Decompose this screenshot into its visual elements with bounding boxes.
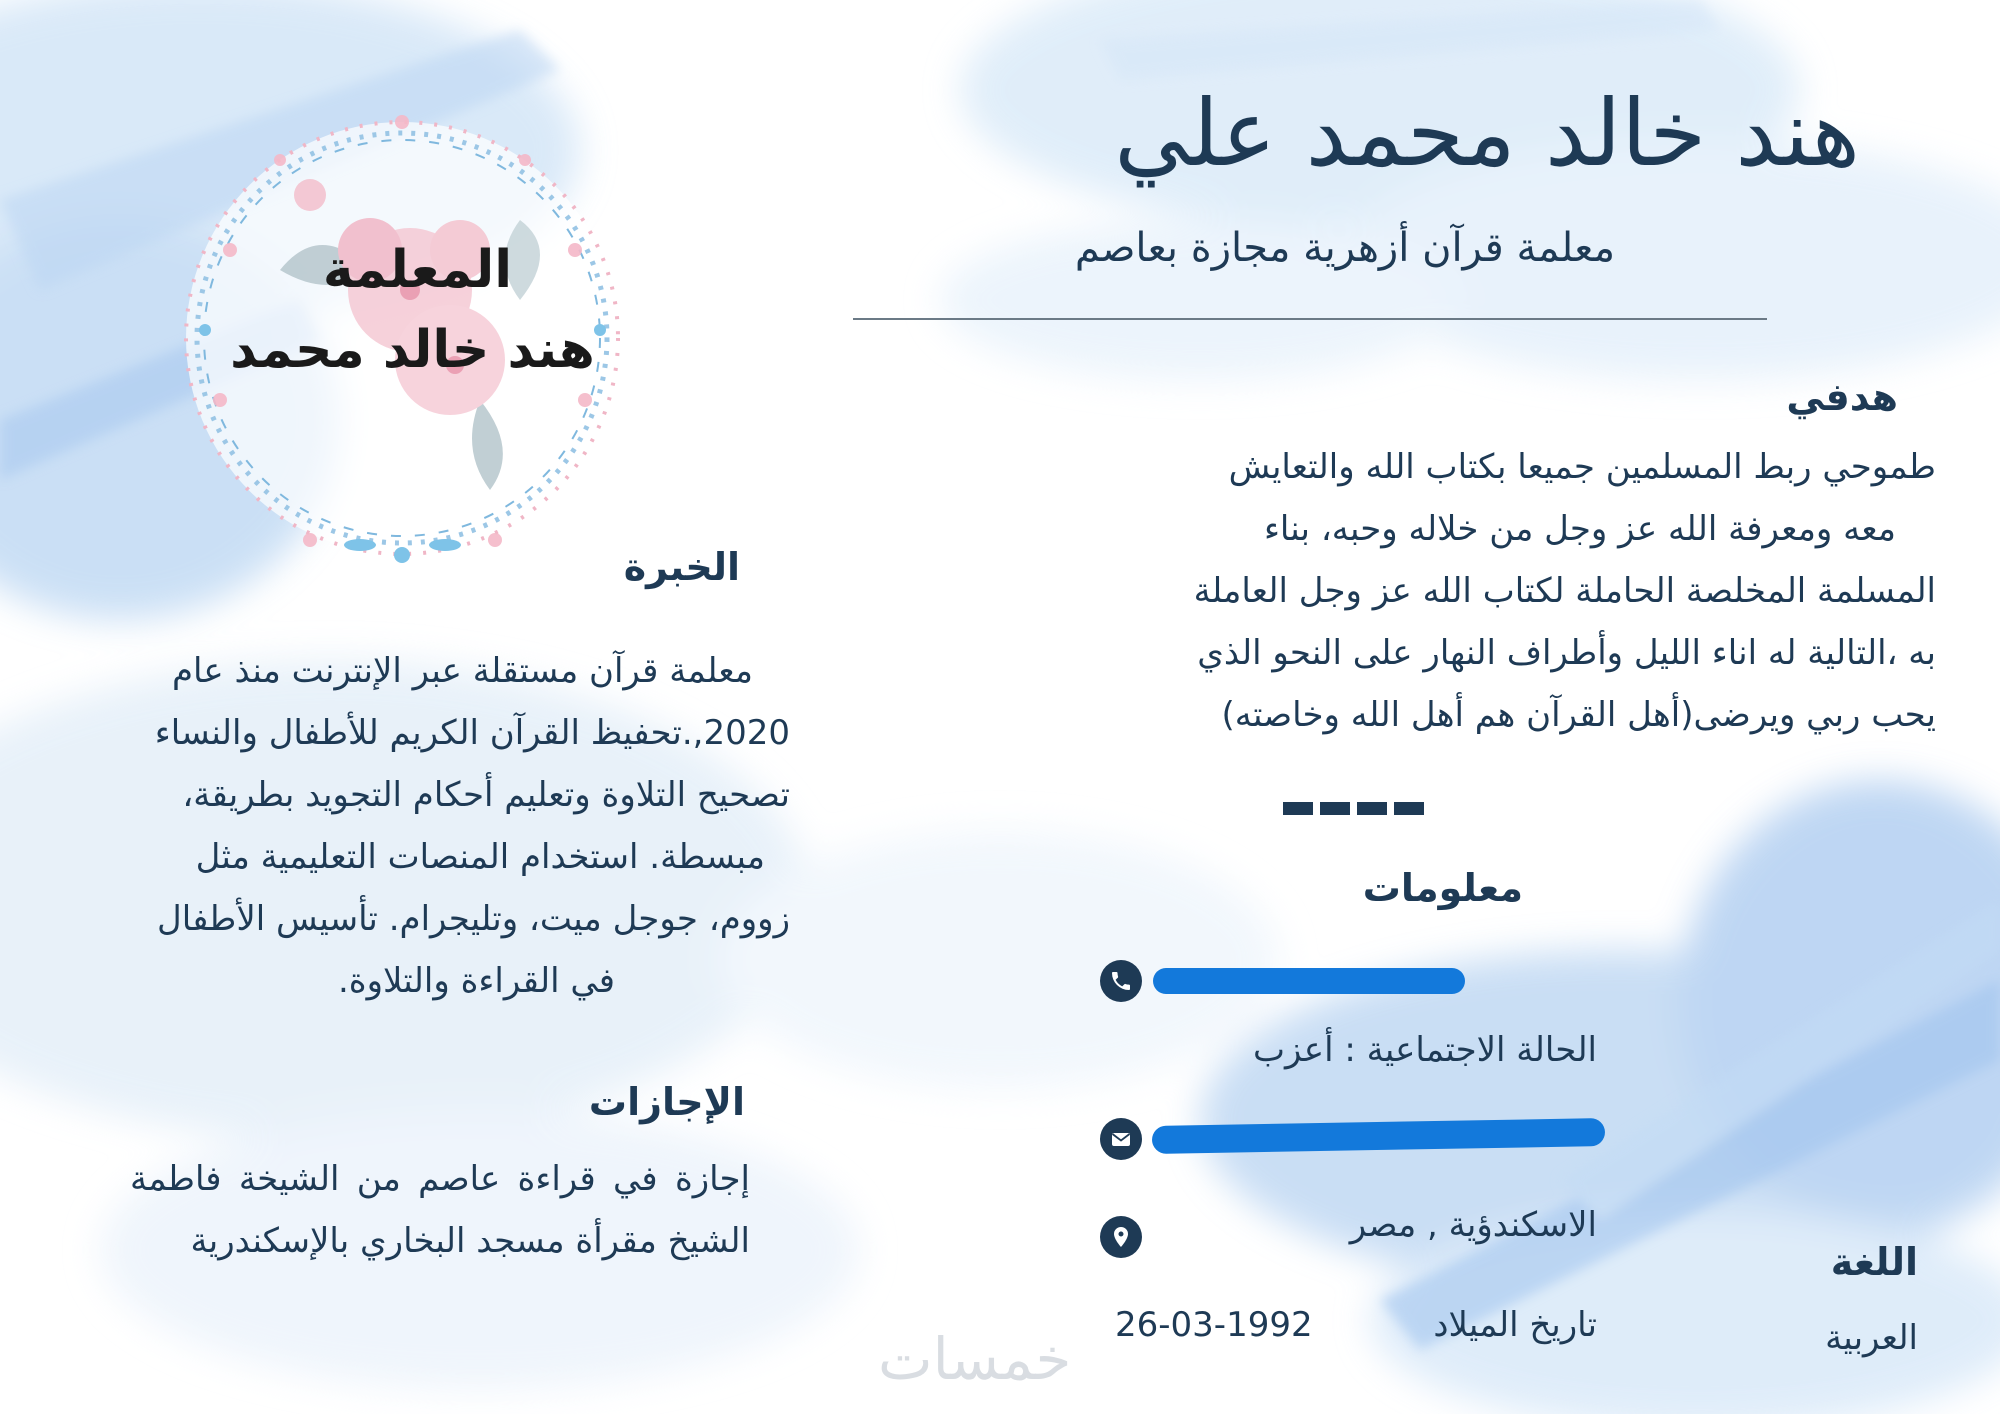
birth-date-label: تاريخ الميلاد — [1433, 1305, 1597, 1345]
section-separator-dash — [1320, 802, 1350, 815]
objective-line: به ،التالية له اناء الليل وأطراف النهار على النحو الذي — [1197, 633, 1936, 673]
objective-heading: هدفي — [1786, 375, 1898, 419]
licenses-heading: الإجازات — [588, 1080, 745, 1124]
section-separator-dash — [1283, 802, 1313, 815]
experience-line: زووم، جوجل ميت، وتليجرام. تأسيس الأطفال — [157, 899, 790, 939]
experience-line: معلمة قرآن مستقلة عبر الإنترنت منذ عام — [171, 651, 753, 691]
objective-line: معه ومعرفة الله عز وجل من خلاله وحبه، بناء — [1263, 509, 1896, 549]
objective-line: المسلمة المخلصة الحاملة لكتاب الله عز وجل العاملة — [1193, 571, 1936, 611]
full-name-title: هند خالد محمد علي — [1114, 80, 1860, 187]
info-heading: معلومات — [1362, 866, 1523, 910]
job-subtitle: معلمة قرآن أزهرية مجازة بعاصم — [1074, 225, 1615, 271]
redacted-phone — [1153, 968, 1465, 994]
emblem-name: هند خالد محمد — [230, 320, 595, 380]
section-separator-dash — [1357, 802, 1387, 815]
marital-status: الحالة الاجتماعية : أعزب — [1253, 1030, 1597, 1070]
objective-line: طموحي ربط المسلمين جميعا بكتاب الله والتعايش — [1228, 447, 1936, 487]
header-divider — [853, 318, 1767, 320]
experience-heading: الخبرة — [623, 545, 740, 589]
language-heading: اللغة — [1830, 1240, 1918, 1284]
experience-line: تصحيح التلاوة وتعليم أحكام التجويد بطريقة، — [182, 775, 790, 815]
objective-text — [1056, 436, 1936, 746]
experience-text — [40, 640, 790, 1012]
emblem-title: المعلمة — [322, 240, 513, 300]
phone-icon — [1100, 960, 1142, 1002]
location-pin-icon — [1100, 1216, 1142, 1258]
location-text: الاسكندؤية , مصر — [1349, 1205, 1597, 1245]
experience-line: 2020,.تحفيظ القرآن الكريم للأطفال والنساء — [154, 713, 790, 753]
section-separator-dash — [1394, 802, 1424, 815]
experience-line: مبسطة. استخدام المنصات التعليمية مثل — [195, 837, 765, 877]
language-value: العربية — [1825, 1318, 1918, 1358]
birth-date-value: 26-03-1992 — [1115, 1305, 1313, 1345]
envelope-icon — [1100, 1118, 1142, 1160]
floral-emblem — [160, 100, 645, 570]
experience-line: في القراءة والتلاوة. — [337, 961, 615, 1001]
watermark-logo: خمسات — [878, 1325, 1072, 1393]
objective-line: يحب ربي ويرضى(أهل القرآن هم أهل الله وخاصته) — [1221, 695, 1936, 735]
licenses-text: إجازة في قراءة عاصم من الشيخة فاطمة الشيخ مقرأة مسجد البخاري بالإسكندرية — [130, 1159, 750, 1261]
